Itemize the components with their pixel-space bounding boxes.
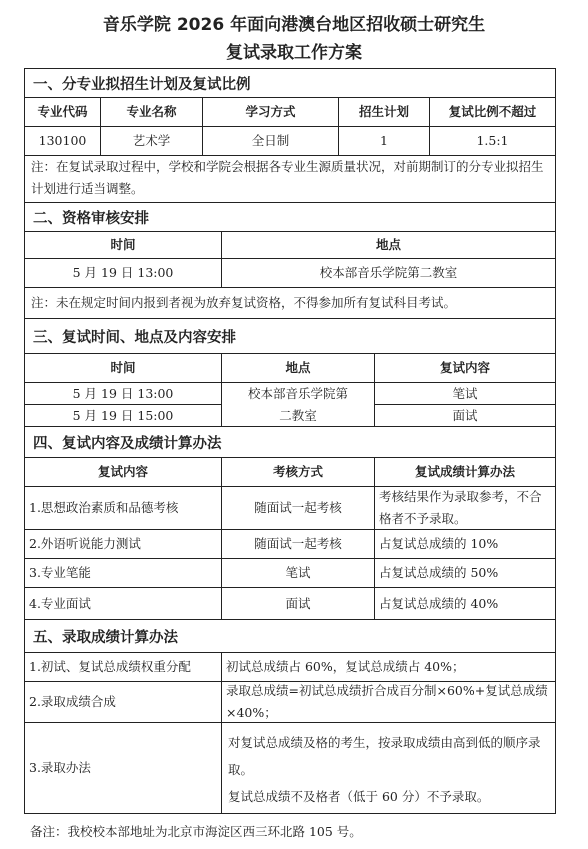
s1-header-code: 专业代码 <box>24 97 101 127</box>
s2-header-place: 地点 <box>221 231 556 259</box>
s3-header-content: 复试内容 <box>374 353 556 383</box>
s5-row3-value-box <box>221 722 556 814</box>
s4-row1-method: 随面试一起考核 <box>221 486 375 530</box>
s2-cell-time: 5 月 19 日 13:00 <box>24 258 222 288</box>
s4-row2-method: 随面试一起考核 <box>221 529 375 559</box>
s4-header-content: 复试内容 <box>24 457 222 487</box>
s1-header-mode: 学习方式 <box>202 97 339 127</box>
s1-cell-code: 130100 <box>24 126 101 156</box>
s1-cell-plan: 1 <box>338 126 430 156</box>
s2-cell-place: 校本部音乐学院第二教室 <box>221 258 556 288</box>
s1-note: 注：在复试录取过程中，学校和学院会根据各专业生源质量状况，对前期制订的分专业拟招生计划进行适当调整。 <box>24 155 556 203</box>
s4-row4-method: 面试 <box>221 587 375 620</box>
s4-header-method: 考核方式 <box>221 457 375 487</box>
s3-content-1: 笔试 <box>374 382 556 405</box>
s3-place: 校本部音乐学院第二教室 <box>221 382 375 427</box>
section1-heading: 一、分专业拟招生计划及复试比例 <box>24 68 556 98</box>
section5-heading: 五、录取成绩计算办法 <box>24 619 556 653</box>
s3-content-2: 面试 <box>374 404 556 427</box>
s1-cell-mode: 全日制 <box>202 126 339 156</box>
s1-header-plan: 招生计划 <box>338 97 430 127</box>
s1-cell-ratio: 1.5:1 <box>429 126 556 156</box>
doc-title-line1: 音乐学院 2026 年面向港澳台地区招收硕士研究生 <box>102 15 486 35</box>
s4-row1-calc: 考核结果作为录取参考，不合格者不予录取。 <box>374 486 556 530</box>
s4-row4-calc: 占复试总成绩的 40% <box>374 587 556 620</box>
s1-header-ratio: 复试比例不超过 <box>429 97 556 127</box>
s4-row2-calc: 占复试总成绩的 10% <box>374 529 556 559</box>
s5-row2-label: 2.录取成绩合成 <box>24 681 222 723</box>
s4-header-calc: 复试成绩计算办法 <box>374 457 556 487</box>
s5-row1-label: 1.初试、复试总成绩权重分配 <box>24 652 222 682</box>
s3-time-1: 5 月 19 日 13:00 <box>24 382 222 405</box>
s3-header-place: 地点 <box>221 353 375 383</box>
s4-row4-content: 4.专业面试 <box>24 587 222 620</box>
s3-header-time: 时间 <box>24 353 222 383</box>
s4-row3-method: 笔试 <box>221 558 375 588</box>
s4-row2-content: 2.外语听说能力测试 <box>24 529 222 559</box>
s5-row3-value: 对复试总成绩及格的考生，按录取成绩由高到低的顺序录取。 <box>228 735 541 777</box>
s4-row3-content: 3.专业笔能 <box>24 558 222 588</box>
s4-row3-calc: 占复试总成绩的 50% <box>374 558 556 588</box>
section2-heading: 二、资格审核安排 <box>24 202 556 232</box>
s5-row3-label: 3.录取办法 <box>24 722 222 814</box>
section3-heading: 三、复试时间、地点及内容安排 <box>24 318 556 354</box>
s3-time-2: 5 月 19 日 15:00 <box>24 404 222 427</box>
doc-title-line2: 复试录取工作方案 <box>226 43 362 63</box>
s4-row1-content: 1.思想政治素质和品德考核 <box>24 486 222 530</box>
s5-row2-value: 录取总成绩=初试总成绩折合成百分制×60%+复试总成绩×40%； <box>221 681 556 723</box>
section4-heading: 四、复试内容及成绩计算办法 <box>24 426 556 458</box>
s1-header-name: 专业名称 <box>100 97 203 127</box>
s1-cell-name: 艺术学 <box>100 126 203 156</box>
s5-row1-value: 初试总成绩占 60%，复试总成绩占 40%； <box>221 652 556 682</box>
s2-note: 注：未在规定时间内报到者视为放弃复试资格，不得参加所有复试科目考试。 <box>24 287 556 319</box>
s2-header-time: 时间 <box>24 231 222 259</box>
footer-note: 备注：我校校本部地址为北京市海淀区西三环北路 105 号。 <box>30 824 362 839</box>
s5-row3-extra: 复试总成绩不及格者（低于 60 分）不予录取。 <box>228 789 490 804</box>
